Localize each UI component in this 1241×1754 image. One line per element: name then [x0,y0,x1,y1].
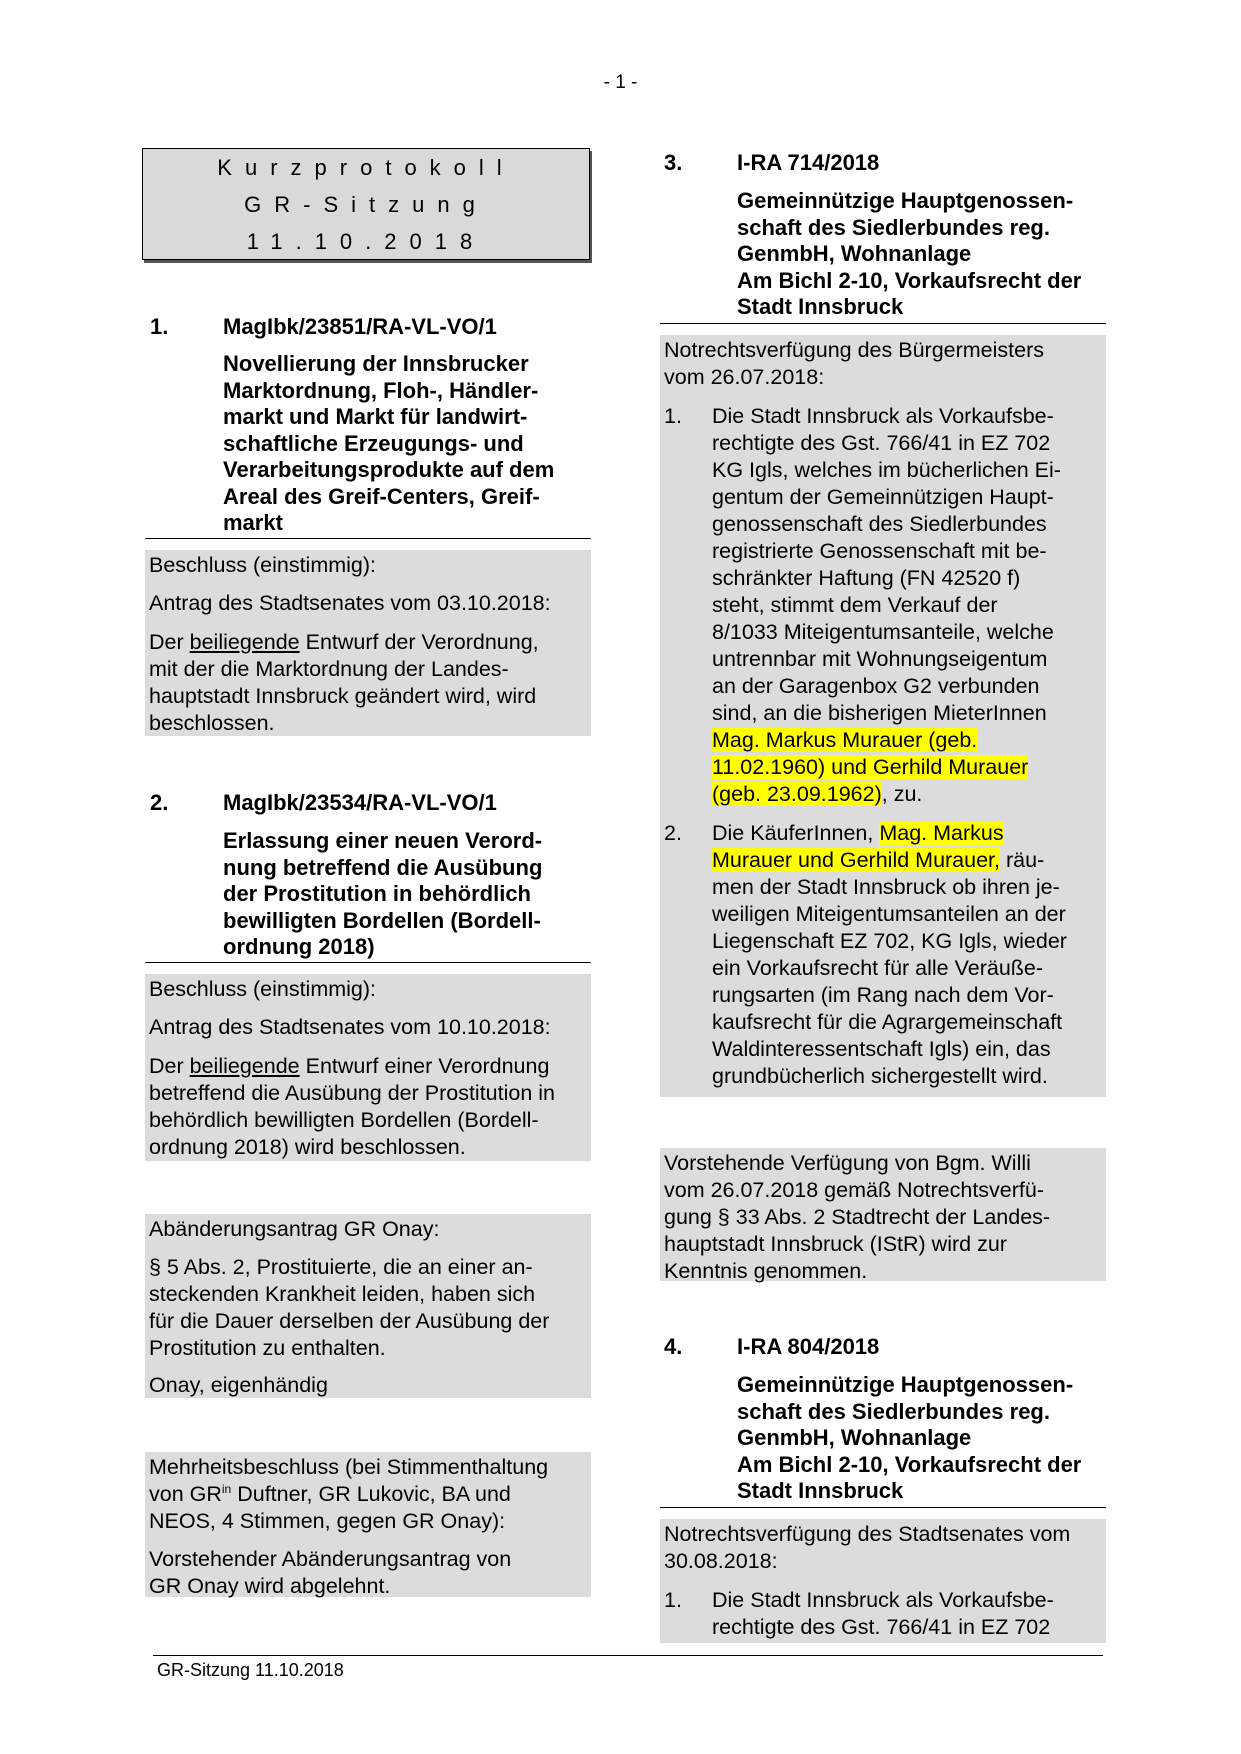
subject-line: Am Bichl 2-10, Vorkaufsrecht der [737,1451,1082,1477]
subject-line: Gemeinnützige Hauptgenossen- [737,1372,1074,1397]
point-line: Die Stadt Innsbruck als Vorkaufsbe- [712,1588,1054,1612]
item-1-header [150,313,590,343]
page-number: - 1 - [603,72,638,93]
subject-line: Am Bichl 2-10, Vorkaufsrecht der [737,267,1082,293]
order-line: Notrechtsverfügung des Stadtsenates vom [664,1522,1071,1546]
amendment-title: Abänderungsantrag GR Onay: [149,1217,440,1241]
point-number: 1. [664,404,682,428]
point-line: Die Stadt Innsbruck als Vorkaufsbe- [712,404,1054,428]
rejection-line: Vorstehender Abänderungsantrag von [149,1547,512,1571]
item-code: MagIbk/23534/RA-VL-VO/1 [223,790,497,815]
item-3-order-block [660,335,1106,1097]
point-line: sind, an die bisherigen MieterInnen [712,701,1047,725]
point-line: weiligen Miteigentumsanteilen an der [712,902,1066,926]
resolution-label: Beschluss (einstimmig): [149,977,376,1001]
item-1-resolution-block [145,550,591,736]
point-line: grundbücherlich sichergestellt wird. [712,1064,1048,1088]
amendment-line: für die Dauer derselben der Ausübung der [149,1309,550,1333]
item-1-subject [223,351,593,537]
subject-line: schaft des Siedlerbundes reg. [737,1398,1050,1424]
subject-line: schaft des Siedlerbundes reg. [737,214,1050,240]
highlighted-name: Mag. Markus [879,821,1004,845]
underlined-word: beiliegende [189,630,300,654]
point-line: Die KäuferInnen, Mag. Markus [712,821,1004,845]
subject-line: markt [223,510,283,535]
majority-line: Mehrheitsbeschluss (bei Stimmenthaltung [149,1455,549,1479]
subject-line: Erlassung einer neuen Verord- [223,828,543,853]
point-line: Liegenschaft EZ 702, KG Igls, wieder [712,929,1067,953]
point-line: registrierte Genossenschaft mit be- [712,539,1047,563]
item-4-subject [737,1372,1107,1505]
acknowledge-line: hauptstadt Innsbruck (IStR) wird zur [664,1232,1007,1256]
item-3-rule [660,323,1106,324]
acknowledge-line: gung § 33 Abs. 2 Stadtrecht der Landes- [664,1205,1051,1229]
resolution-text-line: beschlossen. [149,711,275,735]
point-line: genossenschaft des Siedlerbundes [712,512,1047,536]
resolution-text-line: behördlich bewilligten Bordellen (Bordell- [149,1108,539,1132]
title-date: 11.10.2018 [246,229,486,254]
subject-line: nung betreffend die Ausübung [223,854,543,880]
resolution-text-line: ordnung 2018) wird beschlossen. [149,1135,466,1159]
majority-line: NEOS, 4 Stimmen, gegen GR Onay): [149,1509,506,1533]
resolution-text-line: betreffend die Ausübung der Prostitution in [149,1081,556,1105]
acknowledge-line: Kenntnis genommen. [664,1259,868,1283]
subject-line: der Prostitution in behördlich [223,881,531,906]
point-line: Murauer und Gerhild Murauer, räu- [712,848,1045,872]
point-line: (geb. 23.09.1962), zu. [712,782,923,806]
subject-line: Verarbeitungsprodukte auf dem [223,457,555,482]
item-2-subject [223,828,593,961]
footer-rule [153,1655,1103,1656]
point-line: men der Stadt Innsbruck ob ihren je- [712,875,1060,899]
item-code: I-RA 714/2018 [737,150,880,175]
majority-block [145,1452,591,1597]
order-line: Notrechtsverfügung des Bürgermeisters [664,338,1045,362]
title-kurzprotokoll: Kurzprotokoll [217,155,515,180]
title-session: GR-Sitzung [244,192,488,217]
motion-label: Antrag des Stadtsenates vom 03.10.2018: [149,591,551,615]
rejection-line: GR Onay wird abgelehnt. [149,1574,391,1598]
amendment-line: steckenden Krankheit leiden, haben sich [149,1282,536,1306]
point-line: rechtigte des Gst. 766/41 in EZ 702 [712,431,1051,455]
item-4-header [664,1333,1104,1363]
subject-line: Stadt Innsbruck [737,1478,904,1503]
subject-line: Gemeinnützige Hauptgenossen- [737,188,1074,213]
point-line: an der Garagenbox G2 verbunden [712,674,1040,698]
item-2-rule [145,962,591,963]
subject-line: bewilligten Bordellen (Bordell- [223,907,541,933]
subject-line: GenmbH, Wohnanlage [737,1425,972,1450]
item-number: 1. [150,314,169,339]
amendment-line: § 5 Abs. 2, Prostituierte, die an einer an- [149,1255,533,1279]
amendment-signature: Onay, eigenhändig [149,1373,328,1397]
item-4-rule [660,1507,1106,1508]
amendment-block [145,1214,591,1398]
item-2-header [150,789,590,819]
subject-line: schaftliche Erzeugungs- und [223,430,524,456]
point-line: ein Vorkaufsrecht für alle Veräuße- [712,956,1044,980]
motion-label: Antrag des Stadtsenates vom 10.10.2018: [149,1015,551,1039]
point-line: steht, stimmt dem Verkauf der [712,593,998,617]
point-number: 2. [664,821,682,845]
subject-line: ordnung 2018) [223,934,375,959]
item-number: 2. [150,790,169,815]
resolution-label: Beschluss (einstimmig): [149,553,376,577]
point-line: 8/1033 Miteigentumsanteile, welche [712,620,1054,644]
subject-line: Novellierung der Innsbrucker [223,351,529,376]
point-line: untrennbar mit Wohnungseigentum [712,647,1048,671]
item-code: MagIbk/23851/RA-VL-VO/1 [223,314,497,339]
resolution-text-line: mit der die Marktordnung der Landes- [149,657,509,681]
underlined-word: beiliegende [189,1054,300,1078]
point-line: gentum der Gemeinnützigen Haupt- [712,485,1054,509]
point-line [712,727,977,754]
acknowledge-line: vom 26.07.2018 gemäß Notrechtsverfü- [664,1178,1045,1202]
amendment-line: Prostitution zu enthalten. [149,1336,386,1360]
highlighted-name: Murauer und Gerhild Murauer, [712,848,1001,872]
order-line: 30.08.2018: [664,1549,778,1573]
item-2-resolution-block [145,974,591,1161]
highlighted-name: 11.02.1960) und Gerhild Murauer [712,755,1029,779]
order-line: vom 26.07.2018: [664,365,825,389]
acknowledgement-block [660,1148,1106,1281]
subject-line: Marktordnung, Floh-, Händler- [223,377,539,403]
point-line: rungsarten (im Rang nach dem Vor- [712,983,1054,1007]
item-1-rule [145,538,591,539]
item-code: I-RA 804/2018 [737,1334,880,1359]
item-4-order-block [660,1519,1106,1643]
point-line: schränkter Haftung (FN 42520 f) [712,566,1021,590]
highlighted-name: Mag. Markus Murauer (geb. [712,728,978,752]
resolution-text-line: Der beiliegende Entwurf der Verordnung, [149,630,539,654]
point-line: KG Igls, welches im bücherlichen Ei- [712,458,1061,482]
title-box [142,148,590,260]
point-line: rechtigte des Gst. 766/41 in EZ 702 [712,1615,1051,1639]
point-number: 1. [664,1588,682,1612]
resolution-text-line: Der beiliegende Entwurf einer Verordnung [149,1054,550,1078]
majority-line: von $GR^{in}$ Duftner, GR Lukovic, BA und [149,1481,511,1506]
subject-line: Areal des Greif-Centers, Greif- [223,483,540,509]
point-line [712,754,1028,781]
item-number: 4. [664,1334,683,1359]
subject-line: GenmbH, Wohnanlage [737,241,972,266]
item-3-subject [737,188,1107,321]
subject-line: markt und Markt für landwirt- [223,404,528,429]
acknowledge-line: Vorstehende Verfügung von Bgm. Willi [664,1151,1031,1175]
footer-text: GR-Sitzung 11.10.2018 [157,1660,344,1680]
item-number: 3. [664,150,683,175]
highlighted-name: (geb. 23.09.1962) [712,782,882,806]
point-line: Waldinteressentschaft Igls) ein, das [712,1037,1051,1061]
subject-line: Stadt Innsbruck [737,294,904,319]
resolution-text-line: hauptstadt Innsbruck geändert wird, wird [149,684,537,708]
point-line: kaufsrecht für die Agrargemeinschaft [712,1010,1063,1034]
item-3-header [664,149,1104,179]
